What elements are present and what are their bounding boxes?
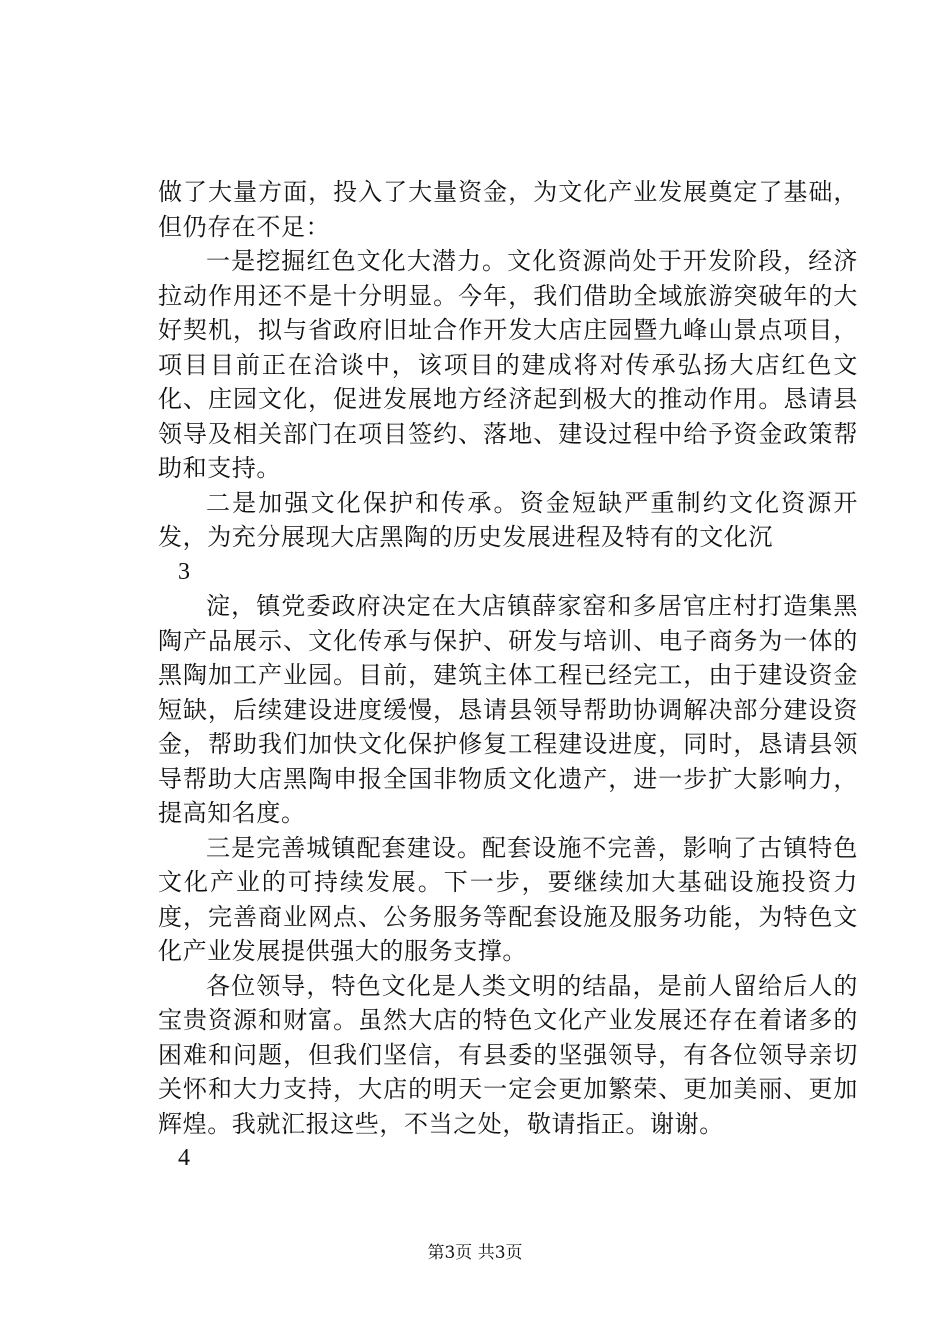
paragraph-intro: 做了大量方面，投入了大量资金，为文化产业发展奠定了基础，但仍存在不足： [158, 178, 858, 241]
paragraph-closing: 各位领导，特色文化是人类文明的结晶，是前人留给后人的宝贵资源和财富。虽然大店的特色文化产业发展还存在着诸多的困难和问题，但我们坚信，有县委的坚强领导，有各位领导亲切关怀和大力支持，大店的明天一定会更加繁荣、更加美丽、更加辉煌。我就汇报这些，不当之处，敬请指正。谢谢。 [158, 971, 858, 1138]
document-body [158, 175, 858, 1176]
inline-page-number: 4 [178, 1145, 191, 1171]
paragraph-point-three: 三是完善城镇配套建设。配套设施不完善，影响了古镇特色文化产业的可持续发展。下一步，要继续加大基础设施投资力度，完善商业网点、公务服务等配套设施及服务功能，为特色文化产业发展提供强大的服务支撑。 [158, 833, 858, 965]
paragraph-point-two-continued: 淀，镇党委政府决定在大店镇薛家窑和多居官庄村打造集黑陶产品展示、文化传承与保护、研发与培训、电子商务为一体的黑陶加工产业园。目前，建筑主体工程已经完工，由于建设资金短缺，后续建设进度缓慢，恳请县领导帮助协调解决部分建设资金，帮助我们加快文化保护修复工程建设进度，同时，恳请县领导帮助大店黑陶申报全国非物质文化遗产，进一步扩大影响力，提高知名度。 [158, 592, 858, 827]
inline-page-number: 3 [178, 558, 191, 585]
paragraph-point-two-start: 二是加强文化保护和传承。资金短缺严重制约文化资源开发，为充分展现大店黑陶的历史发展进程及特有的文化沉 [158, 488, 858, 551]
page-footer: 第3页 共3页 [427, 1243, 523, 1263]
paragraph-point-one: 一是挖掘红色文化大潜力。文化资源尚处于开发阶段，经济拉动作用还不是十分明显。今年，我们借助全域旅游突破年的大好契机，拟与省政府旧址合作开发大店庄园暨九峰山景点项目，项目目前正在洽谈中，该项目的建成将对传承弘扬大店红色文化、庄园文化，促进发展地方经济起到极大的推动作用。恳请县领导及相关部门在项目签约、落地、建设过程中给予资金政策帮助和支持。 [158, 247, 858, 482]
